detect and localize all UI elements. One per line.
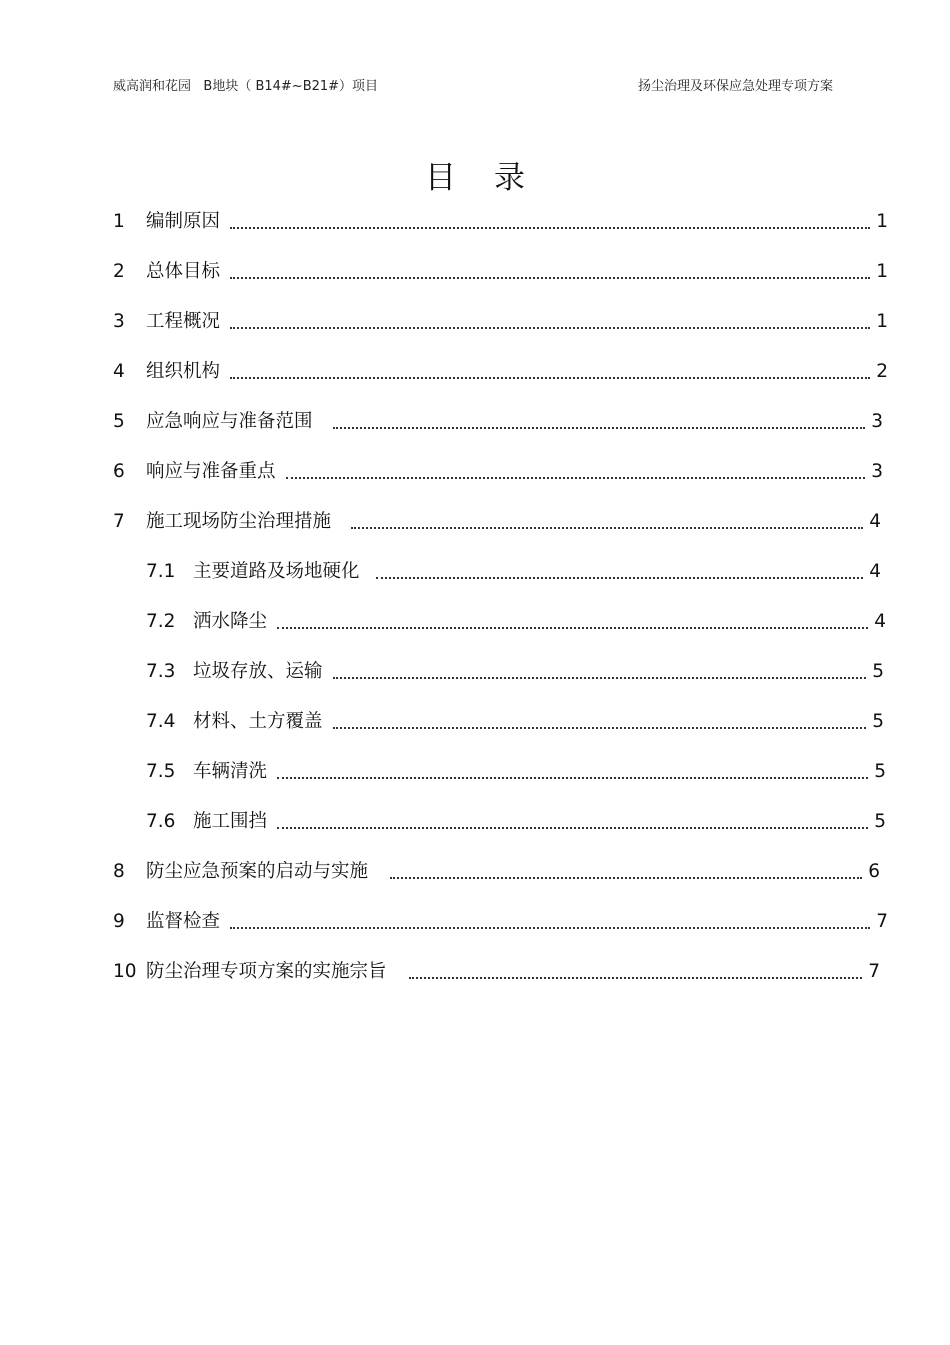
- toc-entry-title: 车辆清洗: [193, 761, 268, 782]
- toc-entry-page: 3: [871, 461, 883, 482]
- toc-dot-leader: [277, 607, 868, 637]
- toc-entry-page: 4: [874, 611, 886, 632]
- toc-entry[interactable]: [146, 607, 886, 637]
- header-project-name: 威高润和花园 B地块（ B14#~B21#）项目: [113, 79, 379, 94]
- toc-entry[interactable]: [113, 857, 880, 887]
- toc-entry-title: 编制原因: [146, 211, 221, 232]
- toc-entry[interactable]: [113, 507, 881, 537]
- toc-entry-number: 7.6: [146, 811, 176, 832]
- toc-entry-number: 8: [113, 861, 125, 882]
- toc-dot-leader: [277, 757, 868, 787]
- toc-entry-page: 3: [871, 411, 883, 432]
- toc-entry[interactable]: [113, 357, 888, 387]
- toc-entry[interactable]: [113, 407, 883, 437]
- toc-entry[interactable]: [113, 907, 888, 937]
- toc-entry-title: 洒水降尘: [193, 611, 268, 632]
- toc-entry-title: 应急响应与准备范围: [146, 411, 313, 432]
- toc-entry[interactable]: [113, 257, 888, 287]
- toc-entry-number: 5: [113, 411, 125, 432]
- toc-entry-number: 7.5: [146, 761, 176, 782]
- toc-entry-page: 4: [869, 511, 881, 532]
- toc-entry-number: 9: [113, 911, 125, 932]
- toc-entry-title: 总体目标: [146, 261, 221, 282]
- header-document-title: 扬尘治理及环保应急处理专项方案: [637, 79, 833, 94]
- toc-entry-number: 3: [113, 311, 125, 332]
- toc-dot-leader: [230, 207, 870, 237]
- toc-entry[interactable]: [113, 307, 888, 337]
- toc-entry-number: 2: [113, 261, 125, 282]
- toc-dot-leader: [333, 707, 867, 737]
- toc-entry-number: 6: [113, 461, 125, 482]
- toc-entry[interactable]: [146, 657, 884, 687]
- toc-entry-title: 施工现场防尘治理措施: [146, 511, 332, 532]
- toc-dot-leader: [230, 307, 870, 337]
- toc-entry[interactable]: [113, 457, 883, 487]
- toc-entry-page: 5: [872, 661, 884, 682]
- toc-entry-number: 4: [113, 361, 125, 382]
- page-header: [113, 75, 833, 95]
- toc-entry-number: 7.2: [146, 611, 176, 632]
- toc-entry-number: 7.1: [146, 561, 176, 582]
- toc-entry[interactable]: [146, 807, 886, 837]
- toc-entry-title: 垃圾存放、运输: [193, 661, 323, 682]
- toc-entry-title: 施工围挡: [193, 811, 268, 832]
- toc-entry-number: 7.3: [146, 661, 176, 682]
- toc-dot-leader: [409, 957, 863, 987]
- toc-entry[interactable]: [146, 707, 884, 737]
- toc-entry[interactable]: [113, 207, 888, 237]
- toc-entry-title: 响应与准备重点: [146, 461, 276, 482]
- toc-entry-title: 主要道路及场地硬化: [193, 561, 360, 582]
- toc-entry-page: 5: [874, 811, 886, 832]
- toc-entry[interactable]: [113, 957, 880, 987]
- toc-entry-title: 材料、土方覆盖: [193, 711, 323, 732]
- toc-entry-page: 2: [876, 361, 888, 382]
- toc-entry-number: 1: [113, 211, 125, 232]
- toc-entry-page: 6: [868, 861, 880, 882]
- toc-entry[interactable]: [146, 557, 881, 587]
- toc-entry-page: 5: [874, 761, 886, 782]
- toc-entry-number: 7.4: [146, 711, 176, 732]
- toc-entry-title: 监督检查: [146, 911, 221, 932]
- toc-entry-title: 防尘治理专项方案的实施宗旨: [146, 961, 387, 982]
- toc-entry-page: 7: [876, 911, 888, 932]
- toc-dot-leader: [390, 857, 862, 887]
- toc-entry[interactable]: [146, 757, 886, 787]
- toc-dot-leader: [286, 457, 866, 487]
- page-title: 目录: [425, 160, 563, 196]
- toc-dot-leader: [333, 407, 866, 437]
- toc-dot-leader: [333, 657, 867, 687]
- toc-dot-leader: [230, 257, 870, 287]
- toc-dot-leader: [351, 507, 863, 537]
- toc-entry-title: 防尘应急预案的启动与实施: [146, 861, 369, 882]
- toc-entry-number: 10: [113, 961, 137, 982]
- toc-entry-page: 5: [872, 711, 884, 732]
- toc-entry-page: 7: [868, 961, 880, 982]
- toc-dot-leader: [230, 907, 870, 937]
- toc-dot-leader: [376, 557, 864, 587]
- toc-entry-title: 组织机构: [146, 361, 221, 382]
- toc-dot-leader: [230, 357, 870, 387]
- toc-entry-title: 工程概况: [146, 311, 221, 332]
- toc-dot-leader: [277, 807, 868, 837]
- toc-entry-page: 1: [876, 261, 888, 282]
- toc-entry-page: 1: [876, 211, 888, 232]
- toc-entry-number: 7: [113, 511, 125, 532]
- toc-entry-page: 4: [869, 561, 881, 582]
- toc-entry-page: 1: [876, 311, 888, 332]
